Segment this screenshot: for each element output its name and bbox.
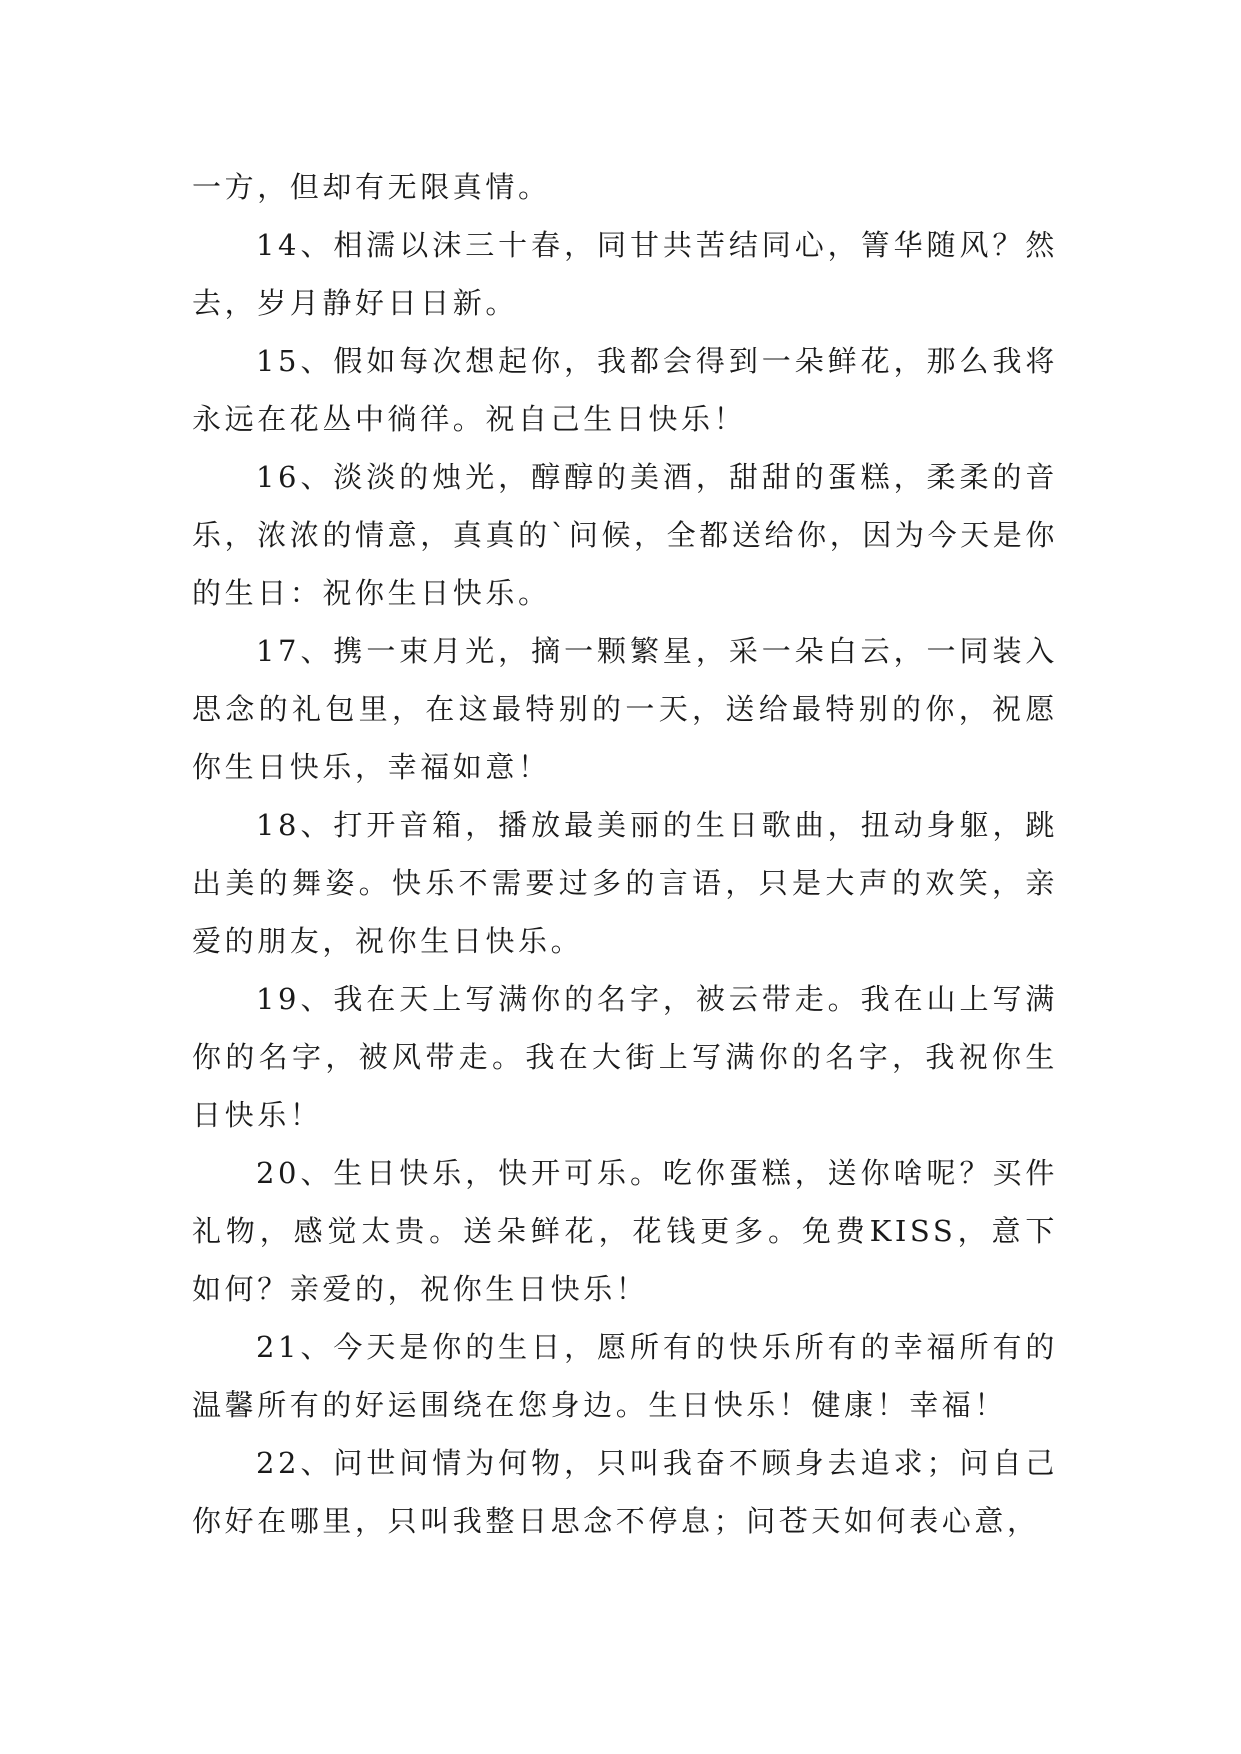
paragraph-19: 19、我在天上写满你的名字，被云带走。我在山上写满你的名字，被风带走。我在大街上写满你的名字，我祝你生日快乐！ (192, 982, 1058, 1132)
paragraph-16: 16、淡淡的烛光，醇醇的美酒，甜甜的蛋糕，柔柔的音乐，浓浓的情意，真真的`问候，全都送给你，因为今天是你的生日：祝你生日快乐。 (192, 460, 1058, 610)
paragraph-21: 21、今天是你的生日，愿所有的快乐所有的幸福所有的温馨所有的好运围绕在您身边。生日快乐！健康！幸福！ (192, 1330, 1058, 1422)
paragraph-13-continuation: 一方，但却有无限真情。 (192, 170, 551, 204)
paragraph-18: 18、打开音箱，播放最美丽的生日歌曲，扭动身躯，跳出美的舞姿。快乐不需要过多的言语，只是大声的欢笑，亲爱的朋友，祝你生日快乐。 (192, 808, 1058, 958)
paragraph-20: 20、生日快乐，快开可乐。吃你蛋糕，送你啥呢？买件礼物，感觉太贵。送朵鲜花，花钱更多。免费KISS，意下如何？亲爱的，祝你生日快乐！ (192, 1156, 1058, 1306)
paragraph-17: 17、携一束月光，摘一颗繁星，采一朵白云，一同装入思念的礼包里，在这最特别的一天，送给最特别的你，祝愿你生日快乐，幸福如意！ (192, 634, 1058, 784)
document-body (192, 158, 1058, 1550)
paragraph-15: 15、假如每次想起你，我都会得到一朵鲜花，那么我将永远在花丛中徜徉。祝自己生日快乐！ (192, 344, 1058, 436)
paragraph-22: 22、问世间情为何物，只叫我奋不顾身去追求；问自己你好在哪里，只叫我整日思念不停息；问苍天如何表心意， (192, 1446, 1058, 1538)
paragraph-14: 14、相濡以沫三十春，同甘共苦结同心，箐华随风？然去，岁月静好日日新。 (192, 228, 1058, 320)
